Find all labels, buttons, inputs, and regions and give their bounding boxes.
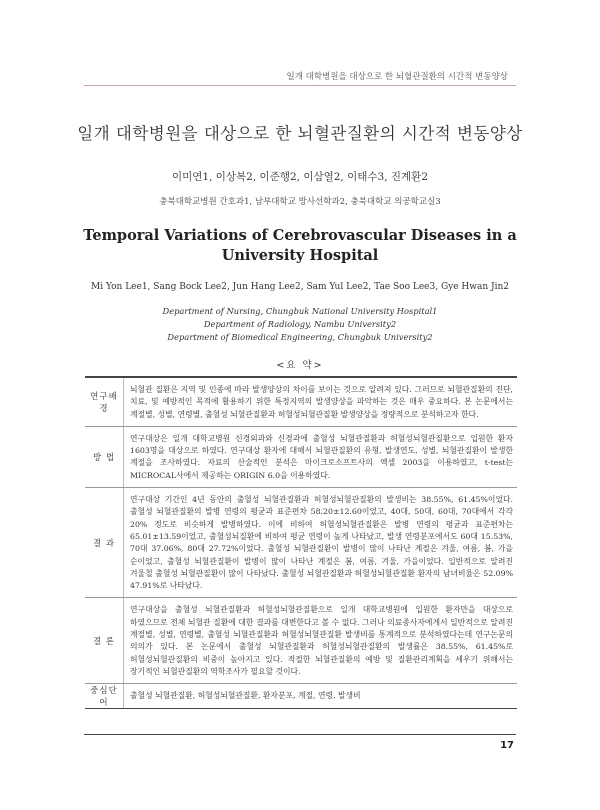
row-label: 연구배경	[90, 391, 118, 414]
running-head: 일개 대학병원을 대상으로 한 뇌혈관질환의 시간적 변동양상	[286, 72, 508, 82]
abstract-row-results	[85, 488, 517, 598]
affiliation-line: Department of Radiology, Nambu University2	[203, 319, 397, 329]
row-text: 연구대상을 출혈성 뇌혈관질환과 허혈성뇌혈관질환으로 일개 대학교병원에 입원한 환자만을 대상으로 하였으므로 전체 뇌혈관 질환에 대한 결과를 대변한다고 볼 수 없다. 그러나 의료종사자에게서 일반적으로 알려진 계절별, 성별, 연령별, 출혈성 뇌혈관질환과 허혈성뇌혈관질환 발생비를 통계적으로 분석하였다는데 연구논문의 의의가 있다. 본 논문에서 출혈성 뇌혈관질환과 허혈성뇌혈관질환의 발생률은 38.55%, 61.45%로 허혈성뇌혈관질환의 비중이 높아지고 있다. 적절한 뇌혈관질환의 예방 및 질환관리계획을 세우기 위해서는 장기적인 뇌혈관질환의 역학조사가 필요할 것이다.	[123, 598, 517, 683]
row-text: 출혈성 뇌혈관질환, 허혈성뇌혈관질환, 환자분포, 계절, 연령, 발생비	[123, 684, 517, 708]
abstract-row-conclusion	[85, 598, 517, 684]
footer-divider	[84, 734, 516, 735]
row-text: 뇌혈관 질환은 지역 및 인종에 따라 발생양상의 차이를 보이는 것으로 알려져 있다. 그러므로 뇌혈관질환의 진단, 치료, 및 예방적인 목적에 활용하기 위한 특정지역의 발생양상을 파악하는 것은 매우 중요하다. 본 논문에서는 계절별, 성별, 연령별, 출혈성 뇌혈관질환과 허혈성뇌혈관질환 발생양상을 정량적으로 분석하고자 한다.	[123, 378, 517, 426]
english-title: Temporal Variations of Cerebrovascular Diseases in a University Hospital	[83, 227, 517, 264]
header-divider	[84, 85, 516, 86]
abstract-table	[85, 376, 517, 709]
row-label: 결 과	[92, 538, 116, 549]
abstract-row-background	[85, 378, 517, 427]
english-authors: Mi Yon Lee1, Sang Bock Lee2, Jun Hang Lee2, Sam Yul Lee2, Tae Soo Lee3, Gye Hwan Jin2	[91, 282, 509, 292]
affiliation-line: Department of Biomedical Engineering, Chungbuk University2	[167, 332, 433, 342]
row-label: 중심단어	[90, 686, 118, 709]
korean-affiliations: 충북대학교병원 간호과1, 남부대학교 방사선학과2, 충북대학교 의공학교실3	[159, 197, 441, 207]
page-number: 17	[500, 740, 514, 751]
korean-title: 일개 대학병원을 대상으로 한 뇌혈관질환의 시간적 변동양상	[77, 124, 523, 143]
abstract-heading: <요 약>	[276, 360, 324, 371]
row-label: 결 론	[92, 636, 116, 647]
abstract-row-keywords	[85, 684, 517, 708]
english-affiliations	[0, 305, 600, 344]
affiliation-line: Department of Nursing, Chungbuk National University Hospital1	[162, 306, 438, 316]
abstract-row-methods	[85, 427, 517, 488]
row-label: 방 법	[92, 452, 116, 463]
row-text: 연구대상 기간인 4년 동안의 출혈성 뇌혈관질환과 허혈성뇌혈관질환의 발생비는 38.55%, 61.45%이었다. 출혈성 뇌혈관질환의 발병 연령의 평균과 표준편차 58.20±12.60이었고, 40대, 50대, 60대, 70대에서 각각 20% 정도로 비슷하게 발병하였다. 이에 비하여 허혈성뇌혈관질환은 발병 연령의 평균과 표준편차는 65.01±13.59이었고, 출혈성뇌질환에 비하여 평균 연령이 높게 나타났고, 발생 연령분포에서도 60대 15.53%, 70대 37.06%, 80대 27.72%이었다. 출혈성 뇌혈관질환이 발병이 많이 나타난 계절은 겨울, 여름, 봄, 가을 순이었고, 출혈성 뇌혈관질환이 발병이 많이 나타난 계절은 봄, 여름, 겨울, 가을이었다. 일반적으로 알려진 겨울철 출혈성 뇌혈관질환이 많이 나타났다. 출혈성 뇌혈관질환과 허혈성뇌혈관질환 환자의 남녀비율은 52.09% 47.91%로 나타났다.	[123, 488, 517, 597]
korean-authors: 이미연1, 이상복2, 이준행2, 이삼열2, 이태수3, 진계환2	[171, 171, 429, 183]
row-text: 연구대상은 일개 대학교병원 신경외과와 신경과에 출혈성 뇌혈관질환과 허혈성뇌혈관질환으로 입원한 환자 1603명을 대상으로 하였다. 연구대상 환자에 대해서 뇌혈관질환의 유형, 발생연도, 성별, 뇌혈관질환이 발생한 계절을 조사하였다. 자료의 산술적인 분석은 마이크로소프트사의 엑셀 2003을 이용하였고, t-test는 MICROCAL사에서 제공하는 ORIGIN 6.0을 이용하였다.	[123, 427, 517, 487]
